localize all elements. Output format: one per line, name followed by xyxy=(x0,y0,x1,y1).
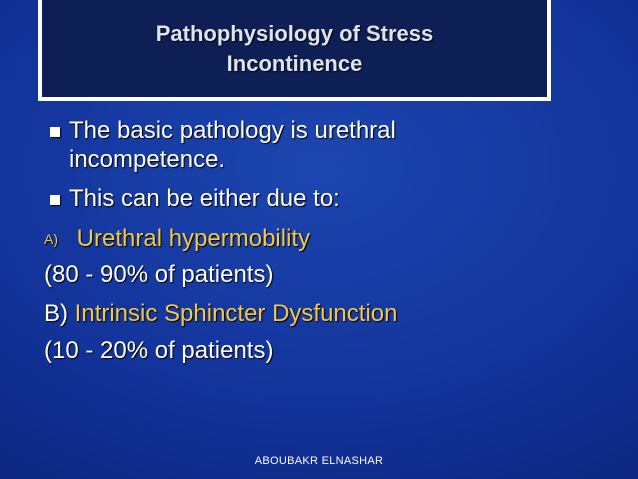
square-bullet-icon xyxy=(50,195,60,205)
bullet-1-line-2: incompetence. xyxy=(69,146,226,173)
item-a xyxy=(44,225,310,253)
item-b xyxy=(44,300,397,328)
item-a-marker: A) xyxy=(44,231,58,247)
title-box xyxy=(38,0,551,101)
slide-title xyxy=(42,19,547,79)
item-b-detail: (10 - 20% of patients) xyxy=(44,337,274,364)
bullet-1-line-1: The basic pathology is urethral xyxy=(69,117,396,144)
item-a-detail: (80 - 90% of patients) xyxy=(44,261,274,288)
item-a-text: Urethral hypermobility xyxy=(76,225,311,252)
title-line-1: Pathophysiology of Stress xyxy=(155,21,434,46)
square-bullet-icon xyxy=(50,127,60,137)
title-line-2: Incontinence xyxy=(226,51,363,76)
item-b-text: Intrinsic Sphincter Dysfunction xyxy=(74,300,398,327)
bullet-2-line-1: This can be either due to: xyxy=(69,185,340,212)
footer-author: ABOUBAKR ELNASHAR xyxy=(254,455,384,467)
item-b-marker: B) xyxy=(44,300,68,327)
